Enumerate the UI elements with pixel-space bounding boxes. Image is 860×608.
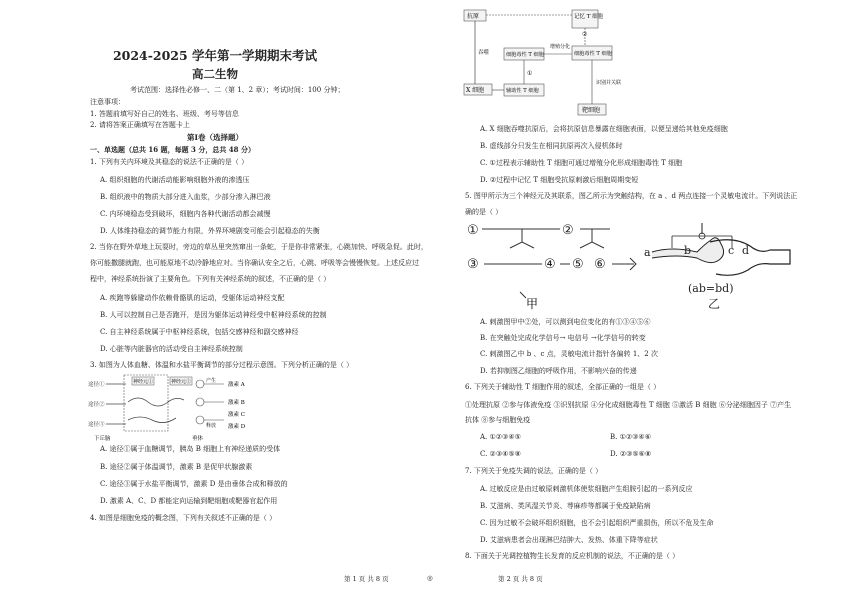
footer-left-page: 第 1 页 共 8 页 xyxy=(344,575,389,583)
q4-option-c: C. ①过程表示辅助性 T 细胞可通过增殖分化形成细胞毒性 T 细胞 xyxy=(480,159,683,167)
q7-option-d: D. 艾滋病患者会出现淋巴结肿大、发热、体重下降等症状 xyxy=(480,536,658,544)
hypothalamus-label: 下丘脑 xyxy=(94,436,111,442)
part-title: 第Ⅰ卷（选择题） xyxy=(186,133,243,142)
q5-option-a: A. 刺激图甲中②处，可以测到电位变化的有①③④⑤⑥ xyxy=(480,318,651,326)
figure-yi-label: 乙 xyxy=(708,297,721,310)
hormone-a-label: 激素 A xyxy=(228,382,245,388)
helper-t-label: 辅助性 T 细胞 xyxy=(506,88,539,94)
q1-stem: 1. 下列有关内环境及其稳态的说法不正确的是（ ） xyxy=(90,158,249,166)
path-1-label: 途径① xyxy=(88,382,105,388)
q4-option-a: A. X 细胞吞噬抗原后，会将抗原信息暴露在细胞表面，以便呈递给其他免疫细胞 xyxy=(480,125,728,133)
q4-stem: 4. 如图是细胞免疫的概念图，下列有关叙述不正确的是（ ） xyxy=(90,514,277,522)
q3-option-c: C. 途径③属于水盐平衡调节，激素 D 是由垂体合成和释放的 xyxy=(100,480,288,488)
circle-3: ③ xyxy=(467,257,479,272)
proliferate-label: 增殖分化 xyxy=(550,44,571,50)
hormone-c-label: 激素 C xyxy=(228,412,245,418)
q1-option-c: C. 内环境稳态受到破坏，细胞内各种代谢活动都会减慢 xyxy=(100,210,271,218)
circle-4: ④ xyxy=(544,257,556,272)
q4-option-d: D. ②过程中记忆 T 细胞受抗原刺激后细胞周期变短 xyxy=(480,176,639,184)
q3-option-b: B. 途径②属于体温调节，激素 B 是促甲状腺激素 xyxy=(100,463,253,471)
q7-option-c: C. 因为过敏不会破坏组织细胞，也不会引起组织严重损伤，所以不危及生命 xyxy=(480,519,714,527)
q6-option-b: B. ①②③④⑥ xyxy=(610,433,651,441)
q1-option-b: B. 组织液中的物质大部分进入血浆，少部分渗入淋巴液 xyxy=(100,193,271,201)
q6-items-2: 抗体 ⑧参与细胞免疫 xyxy=(465,416,531,424)
pituitary-label: 垂体 xyxy=(192,436,204,442)
neuron-1-label: 神经元① xyxy=(133,379,154,385)
point-a-label: a xyxy=(644,246,651,259)
q6-option-d: D. ②③⑤⑥⑧ xyxy=(610,450,652,458)
q5-stem-2: 确的是（ ） xyxy=(465,208,503,216)
q7-option-a: A. 过敏反应是由过敏原刺激机体使浆细胞产生组胺引起的一系列反应 xyxy=(480,485,693,493)
distance-equation: (ab=bd) xyxy=(688,282,734,295)
circle-5: ⑤ xyxy=(572,257,584,272)
q2-option-d: D. 心脏等内脏器官的活动受自主神经系统控制 xyxy=(100,345,243,353)
circle-6: ⑥ xyxy=(594,257,606,272)
hormone-b-label: 激素 B xyxy=(228,400,245,406)
q5-option-d: D. 若抑制图乙细胞的呼吸作用，不影响兴奋的传递 xyxy=(480,367,637,375)
point-b-label: b xyxy=(684,244,692,257)
memory-t-label: 记忆 T 细胞 xyxy=(574,14,604,20)
exam-scope: 考试范围：选择性必修一、二（第 1、2 章）；考试时间：100 分钟； xyxy=(130,86,345,94)
right-page xyxy=(427,0,860,608)
note-1: 1. 答题前填写好自己的姓名、班级、考号等信息 xyxy=(90,110,239,118)
q2-option-c: C. 自主神经系统属于中枢神经系统，包括交感神经和副交感神经 xyxy=(100,328,299,336)
release-label: 释放 xyxy=(206,423,217,429)
antigen-label: 抗原 xyxy=(467,13,480,20)
footer-right-page: 第 2 页 共 8 页 xyxy=(498,575,543,583)
q3-stem: 3. 如图为人体血糖、体温和水盐平衡调节的部分过程示意图。下列分析正确的是（ ） xyxy=(90,361,354,369)
q2-stem-3: 程中，神经系统扮演了主要角色。下列有关神经系统的叙述，不正确的是（ ） xyxy=(90,275,331,283)
point-c-label: c xyxy=(728,244,735,257)
section-title: 一、单选题（总共 16 题，每题 3 分，总共 48 分） xyxy=(90,145,255,154)
recognize-label: 识别并关联 xyxy=(596,80,622,86)
neuron-2-label: 神经元② xyxy=(171,379,192,385)
target-cell-label: 靶细胞 xyxy=(582,107,601,114)
step-1-mark: ① xyxy=(527,70,533,77)
q8-stem: 8. 下面关于光调控植物生长发育的反应机制的说法，不正确的是（ ） xyxy=(465,552,680,560)
notes-heading: 注意事项： xyxy=(90,98,125,106)
q3-regulation-figure xyxy=(88,372,278,442)
figure-jia-label: 甲 xyxy=(526,297,539,310)
exam-title: 2024-2025 学年第一学期期末考试 xyxy=(112,48,318,63)
footer-center-mark: ◎ xyxy=(427,574,433,582)
step-2-mark: ② xyxy=(582,31,588,38)
q2-stem-2: 你可能撒腿就跑，也可能原地不动冷静地应对。当你确认安全之后，心跳、呼吸等会慢慢恢复。上述反应过 xyxy=(90,259,419,267)
circle-1: ① xyxy=(467,223,479,238)
q2-stem-1: 2. 当你在野外草地上玩耍时，旁边的草丛里突然窜出一条蛇，于是你非常紧张，心跳加快、呼吸急促。此时， xyxy=(90,243,428,251)
q1-option-a: A. 组织细胞的代谢活动能影响细胞外液的渗透压 xyxy=(100,176,250,184)
produce-label: 产生 xyxy=(206,378,217,384)
q1-option-d: D. 人体维持稳态的调节能力有限，外界环境剧变可能会引起稳态的失衡 xyxy=(100,227,320,235)
q2-option-b: B. 人可以控制自己是否跑开，是因为躯体运动神经受中枢神经系统的控制 xyxy=(100,311,327,319)
q2-option-a: A. 疾跑等躲避动作依赖骨骼肌的运动，受躯体运动神经支配 xyxy=(100,294,285,302)
exam-subject: 高二生物 xyxy=(192,67,238,81)
cytotoxic-t-2-label: 细胞毒性 T 细胞 xyxy=(574,51,612,57)
q3-option-a: A. 途径①属于血糖调节，胰岛 B 细胞上有神经递质的受体 xyxy=(100,445,281,453)
engulf-label: 吞噬 xyxy=(478,50,490,56)
q6-option-a: A. ①②③④⑤ xyxy=(480,433,521,441)
q5-neuron-figure xyxy=(462,218,832,310)
path-3-label: 途径③ xyxy=(88,422,105,428)
q7-option-b: B. 艾滋病、类风湿关节炎、荨麻疹等都属于免疫缺陷病 xyxy=(480,502,651,510)
q6-stem: 6. 下列关于辅助性 T 细胞作用的叙述，全部正确的一组是（ ） xyxy=(465,383,661,391)
q5-option-c: C. 刺激图乙中 b 、c 点，灵敏电流计指针各偏转 1、2 次 xyxy=(480,350,658,358)
q5-option-b: B. 在突触处完成化学信号→ 电信号 →化学信号的转变 xyxy=(480,334,646,342)
note-2: 2. 请将答案正确填写在答题卡上 xyxy=(90,121,190,129)
path-2-label: 途径② xyxy=(88,402,105,408)
hormone-d-label: 激素 D xyxy=(228,424,246,430)
q5-stem-1: 5. 图甲所示为三个神经元及其联系，图乙所示为突触结构，在 a 、d 两点连接一个灵敏电流计。下列说法正 xyxy=(465,192,798,200)
q3-option-d: D. 激素 A、C、D 都能定向运输到靶细胞或靶器官起作用 xyxy=(100,497,278,505)
q6-items-1: ①处理抗原 ②参与体液免疫 ③识别抗原 ④分化成细胞毒性 T 细胞 ⑤激活 B 细胞 ⑥分泌细胞因子 ⑦产生 xyxy=(465,401,792,409)
x-cell-label: X 细胞 xyxy=(466,87,485,94)
q6-option-c: C. ②③④⑤⑧ xyxy=(480,450,521,458)
cytotoxic-t-label: 细胞毒性 T 细胞 xyxy=(506,52,544,58)
q7-stem: 7. 下列关于免疫失调的说法，正确的是（ ） xyxy=(465,467,603,475)
q4-option-b: B. 虚线部分只发生在相同抗原再次入侵机体时 xyxy=(480,142,623,150)
q4-immune-figure xyxy=(462,8,652,120)
circle-2: ② xyxy=(562,223,574,238)
point-d-label: d xyxy=(742,244,750,257)
